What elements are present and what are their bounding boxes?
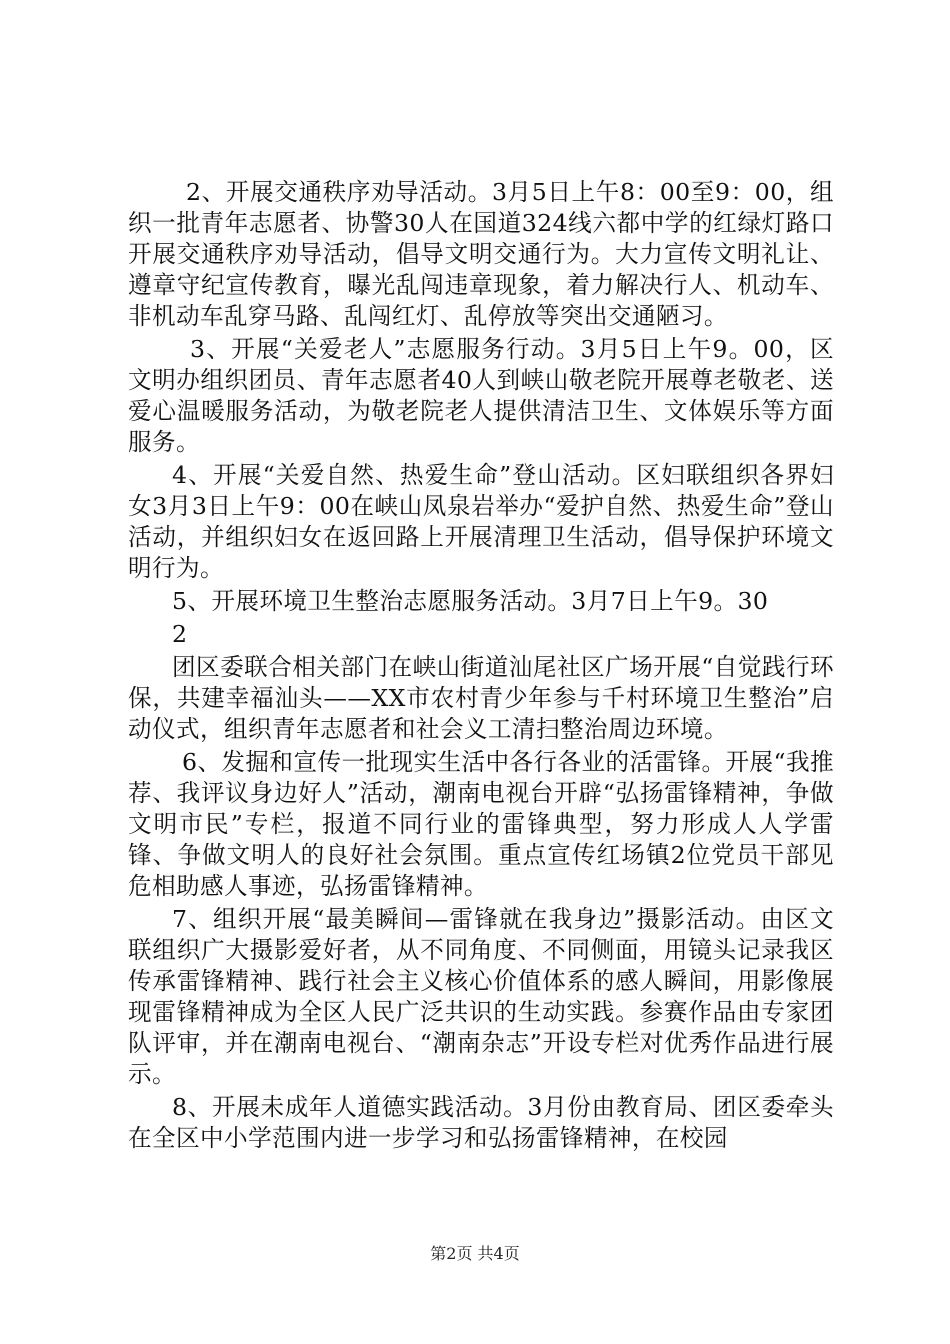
paragraph-living-leifeng: 6、发掘和宣传一批现实生活中各行各业的活雷锋。开展“我推荐、我评议身边好人”活动，潮南电视台开辟“弘扬雷锋精神，争做文明市民”专栏，报道不同行业的雷锋典型，努力形成人人学雷锋、争做文明人的良好社会氛围。重点宣传红场镇2位党员干部见危相助感人事迹，弘扬雷锋精神。 xyxy=(128,748,834,900)
paragraph-photography-activity: 7、组织开展“最美瞬间—雷锋就在我身边”摄影活动。由区文联组织广大摄影爱好者，从不同角度、不同侧面，用镜头记录我区传承雷锋精神、践行社会主义核心价值体系的感人瞬间，用影像展现雷锋精神成为全区人民广泛共识的生动实践。参赛作品由专家团队评审，并在潮南电视台、“潮南杂志”开设专栏对优秀作品进行展示。 xyxy=(128,905,834,1088)
paragraph-minors-moral-practice: 8、开展未成年人道德实践活动。3月份由教育局、团区委牵头在全区中小学范围内进一步学习和弘扬雷锋精神，在校园 xyxy=(128,1093,834,1152)
paragraph-traffic-guidance: 2、开展交通秩序劝导活动。3月5日上午8：00至9：00，组织一批青年志愿者、协警30人在国道324线六都中学的红绿灯路口开展交通秩序劝导活动，倡导文明交通行为。大力宣传文明礼让、遵章守纪宣传教育，曝光乱闯违章现象，着力解决行人、机动车、非机动车乱穿马路、乱闯红灯、乱停放等突出交通陋习。 xyxy=(128,178,834,330)
paragraph-youth-league-event: 团区委联合相关部门在峡山街道汕尾社区广场开展“自觉践行环保，共建幸福汕头——XX市农村青少年参与千村环境卫生整治”启动仪式，组织青年志愿者和社会义工清扫整治周边环境。 xyxy=(128,653,834,743)
stray-number-line: 2 xyxy=(172,620,188,648)
paragraph-environment-cleanup: 5、开展环境卫生整治志愿服务活动。3月7日上午9。30 xyxy=(172,587,769,615)
document-body xyxy=(128,177,834,1154)
paragraph-elderly-care: 3、开展“关爱老人”志愿服务行动。3月5日上午9。00，区文明办组织团员、青年志愿者40人到峡山敬老院开展尊老敬老、送爱心温暖服务活动，为敬老院老人提供清洁卫生、文体娱乐等方面服务。 xyxy=(128,335,834,456)
paragraph-mountain-climbing: 4、开展“关爱自然、热爱生命”登山活动。区妇联组织各界妇女3月3日上午9：00在峡山凤泉岩举办“爱护自然、热爱生命”登山活动，并组织妇女在返回路上开展清理卫生活动，倡导保护环境文明行为。 xyxy=(128,461,834,582)
page-number-footer: 第2页 共4页 xyxy=(430,1244,520,1263)
